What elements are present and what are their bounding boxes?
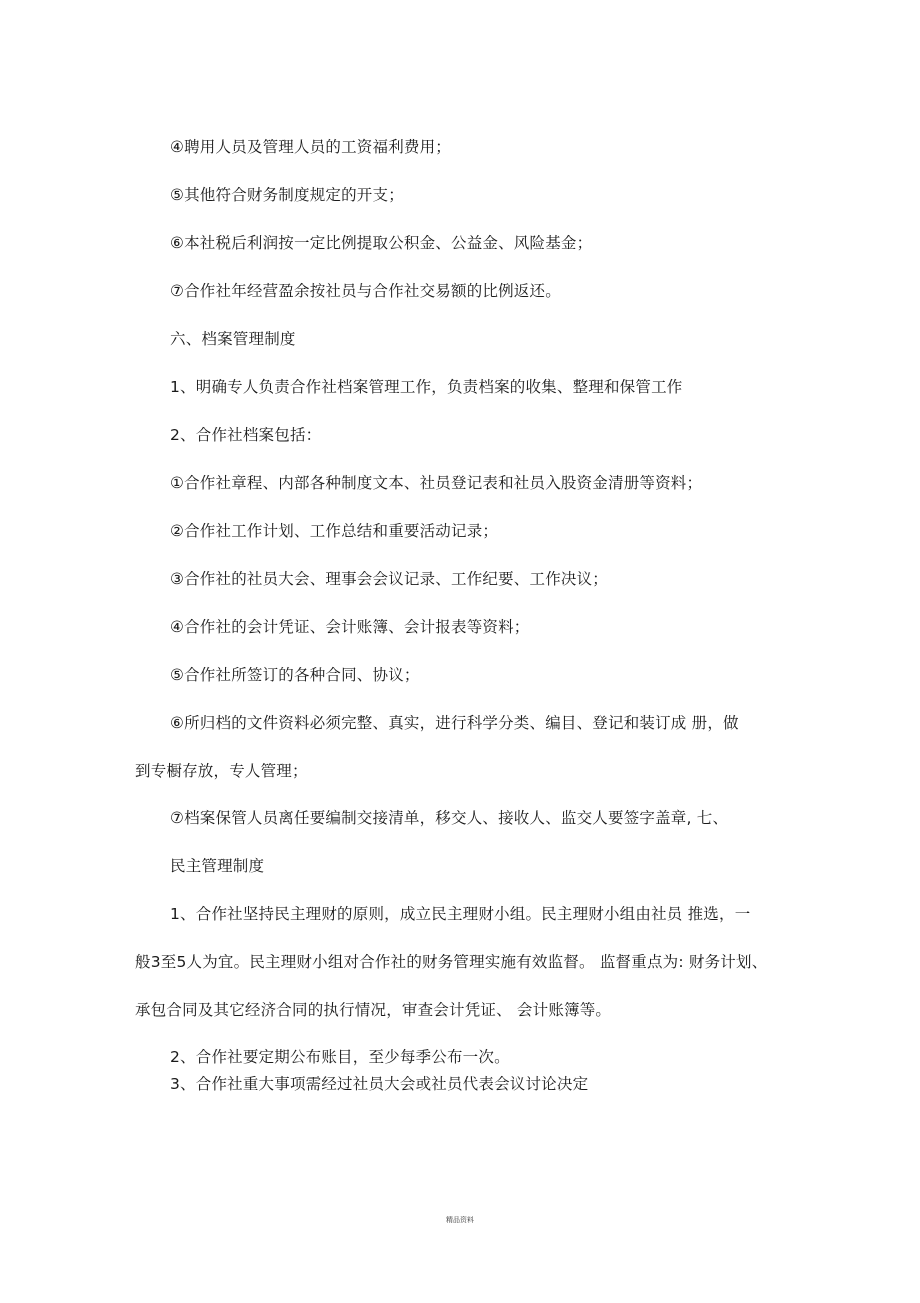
paragraph-line: 3、合作社重大事项需经过社员大会或社员代表会议讨论决定: [170, 1075, 589, 1093]
section-heading: 民主管理制度: [170, 857, 265, 875]
paragraph-line: ④聘用人员及管理人员的工资福利费用；: [170, 138, 451, 156]
paragraph-line: 2、合作社要定期公布账目，至少每季公布一次。: [170, 1048, 510, 1066]
paragraph-line: ③合作社的社员大会、理事会会议记录、工作纪要、工作决议；: [170, 570, 608, 588]
section-heading: 六、档案管理制度: [170, 330, 296, 348]
paragraph-line: 1、明确专人负责合作社档案管理工作，负责档案的收集、整理和保管工作: [170, 378, 683, 396]
paragraph-line: ④合作社的会计凭证、会计账簿、会计报表等资料；: [170, 618, 530, 636]
paragraph-line: ⑤其他符合财务制度规定的开支；: [170, 186, 404, 204]
paragraph-line: 到专橱存放，专人管理；: [135, 762, 308, 780]
paragraph-line: ②合作社工作计划、工作总结和重要活动记录；: [170, 522, 499, 540]
paragraph-line: ⑦合作社年经营盈余按社员与合作社交易额的比例返还。: [170, 282, 561, 300]
paragraph-line: 1、合作社坚持民主理财的原则，成立民主理财小组。民主理财小组由社员 推选，一: [170, 905, 751, 923]
paragraph-line: 承包合同及其它经济合同的执行情况，审查会计凭证、 会计账簿等。: [135, 1001, 612, 1019]
paragraph-line: 2、合作社档案包括：: [170, 426, 322, 444]
paragraph-line: 般3至5人为宜。民主理财小组对合作社的财务管理实施有效监督。 监督重点为: 财务计划、: [135, 953, 768, 971]
paragraph-line: ⑥所归档的文件资料必须完整、真实，进行科学分类、编目、登记和装订成 册，做: [170, 714, 739, 732]
paragraph-line: ⑦档案保管人员离任要编制交接清单，移交人、接收人、监交人要签字盖章, 七、: [170, 809, 729, 827]
page-footer: 精品资料: [446, 1216, 474, 1224]
paragraph-line: ⑤合作社所签订的各种合同、协议；: [170, 666, 420, 684]
paragraph-line: ①合作社章程、内部各种制度文本、社员登记表和社员入股资金清册等资料；: [170, 474, 703, 492]
paragraph-line: ⑥本社税后利润按一定比例提取公积金、公益金、风险基金；: [170, 234, 593, 252]
